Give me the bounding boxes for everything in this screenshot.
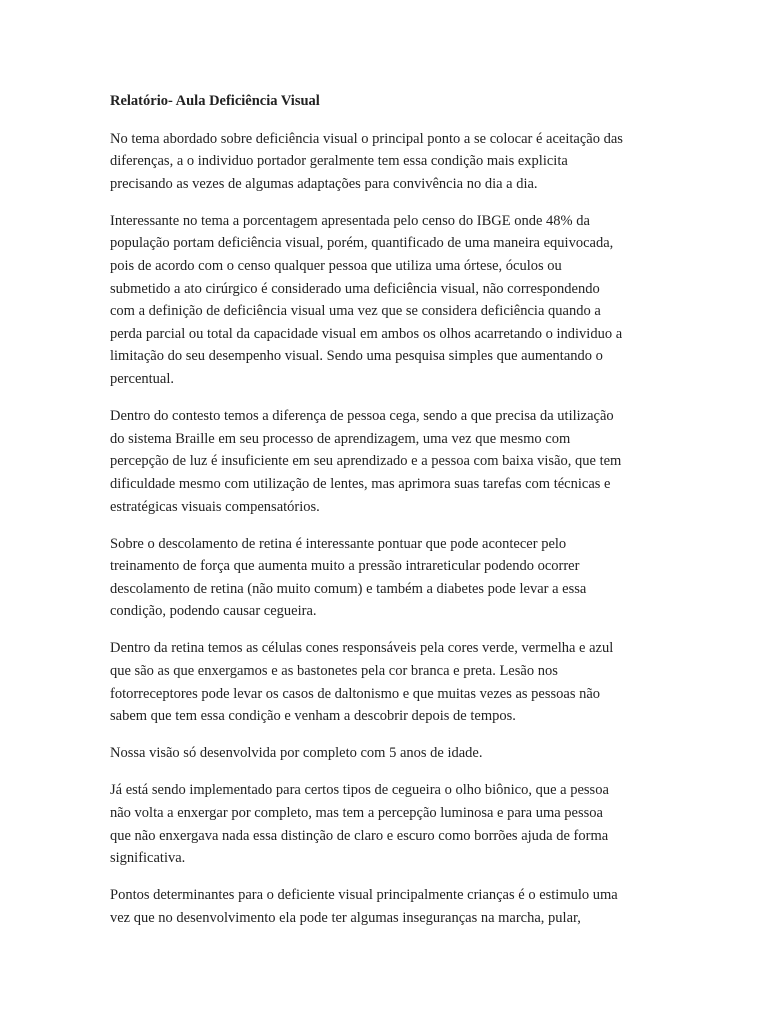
text-line: Interessante no tema a porcentagem apresentada pelo censo do IBGE onde 48% da [110, 212, 590, 229]
paragraph [110, 742, 662, 765]
paragraph [110, 128, 662, 196]
text-line: Dentro da retina temos as células cones responsáveis pela cores verde, vermelha e azul [110, 640, 614, 657]
text-line: vez que no desenvolvimento ela pode ter algumas inseguranças na marcha, pular, [110, 909, 581, 926]
document-title: Relatório- Aula Deficiência Visual [110, 93, 320, 109]
text-line: estratégicas visuais compensatórios. [110, 498, 320, 515]
text-line: não volta a enxergar por completo, mas tem a percepção luminosa e para uma pessoa [110, 805, 603, 822]
text-line: Nossa visão só desenvolvida por completo com 5 anos de idade. [110, 745, 483, 762]
text-line: diferenças, a o individuo portador geralmente tem essa condição mais explicita [110, 153, 568, 170]
text-line: percentual. [110, 371, 175, 388]
paragraph-list [110, 128, 662, 930]
text-line: submetido a ato cirúrgico é considerado uma deficiência visual, não correspondendo [110, 280, 600, 297]
text-line: descolamento de retina (não muito comum) e também a diabetes pode levar a essa [110, 580, 587, 597]
text-line: significativa. [110, 850, 186, 867]
paragraph [110, 533, 662, 623]
text-line: que são as que enxergamos e as bastonetes pela cor branca e preta. Lesão nos [110, 663, 558, 680]
text-line: fotorreceptores pode levar os casos de daltonismo e que muitas vezes as pessoas não [110, 685, 601, 702]
text-line: limitação do seu desempenho visual. Sendo uma pesquisa simples que aumentando o [110, 348, 603, 365]
text-line: Pontos determinantes para o deficiente visual principalmente crianças é o estimulo uma [110, 887, 618, 904]
text-line: população portam deficiência visual, porém, quantificado de uma maneira equivocada, [110, 235, 614, 252]
text-line: dificuldade mesmo com utilização de lentes, mas aprimora suas tarefas com técnicas e [110, 475, 611, 492]
paragraph [110, 779, 662, 869]
text-line: percepção de luz é insuficiente em seu aprendizado e a pessoa com baixa visão, que tem [110, 453, 622, 470]
paragraph [110, 884, 662, 929]
text-line: Já está sendo implementado para certos tipos de cegueira o olho biônico, que a pessoa [110, 782, 609, 799]
text-line: Sobre o descolamento de retina é interessante pontuar que pode acontecer pelo [110, 535, 567, 552]
text-line: No tema abordado sobre deficiência visual o principal ponto a se colocar é aceitação das [110, 130, 623, 147]
paragraph [110, 637, 662, 727]
text-line: Dentro do contesto temos a diferença de pessoa cega, sendo a que precisa da utilização [110, 408, 614, 425]
text-line: sabem que tem essa condição e venham a descobrir depois de tempos. [110, 708, 516, 725]
text-line: treinamento de força que aumenta muito a pressão intrareticular podendo ocorrer [110, 558, 580, 575]
text-line: do sistema Braille em seu processo de aprendizagem, uma vez que mesmo com [110, 430, 571, 447]
text-line: condição, podendo causar cegueira. [110, 603, 317, 620]
text-line: que não enxergava nada essa distinção de claro e escuro como borrões ajuda de forma [110, 827, 609, 844]
paragraph [110, 210, 662, 391]
paragraph [110, 405, 662, 518]
text-line: perda parcial ou total da capacidade visual em ambos os olhos acarretando o individuo a [110, 325, 623, 342]
document-body [110, 90, 662, 944]
text-line: precisando as vezes de algumas adaptações para convivência no dia a dia. [110, 175, 538, 192]
text-line: com a definição de deficiência visual uma vez que se considera deficiência quando a [110, 303, 601, 320]
text-line: pois de acordo com o censo qualquer pessoa que utiliza uma órtese, óculos ou [110, 258, 562, 275]
